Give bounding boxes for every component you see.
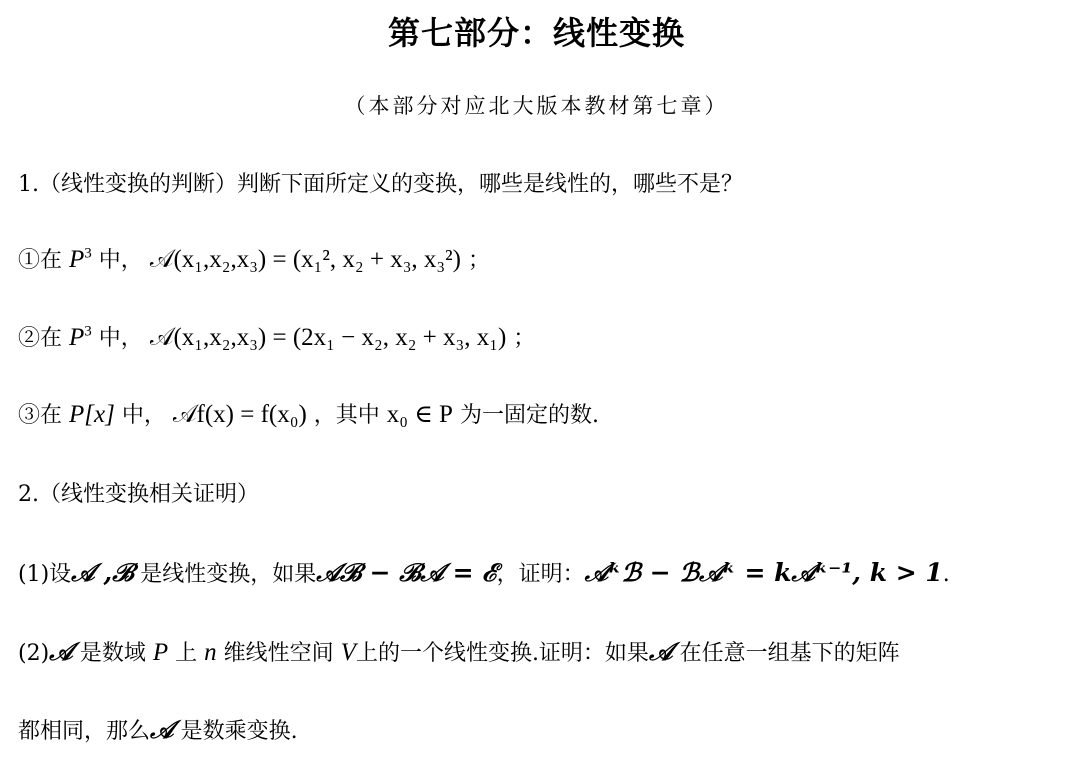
part-text: 在任意一组基下的矩阵 xyxy=(679,641,900,666)
space-symbol: V xyxy=(340,639,356,666)
part-end: . xyxy=(942,562,950,587)
page-subtitle: （本部分对应北大版本教材第七章） xyxy=(344,94,729,118)
space-symbol: $P^3$ xyxy=(69,245,92,273)
item-prefix: ①在 xyxy=(18,248,63,273)
question-1-header: 1.（线性变换的判断）判断下面所定义的变换，哪些是线性的，哪些不是？ xyxy=(18,172,743,197)
question-2-part-2-line-2 xyxy=(18,715,1061,747)
part-label: (2) xyxy=(18,641,50,666)
part-text: 上的一个线性变换.证明：如果 xyxy=(355,641,649,666)
question-2-part-1 xyxy=(18,558,1061,590)
formula: 𝒜(x₁,x₂,x₃) = (2x₁ − x₂, x₂ + x₃, x₁) xyxy=(149,324,507,351)
operator-symbol: 𝒜 xyxy=(150,715,174,744)
question-2-part-2-line-1 xyxy=(18,637,1061,669)
part-text: 是数乘变换. xyxy=(180,719,298,744)
question-2-header: 2.（线性变换相关证明） xyxy=(18,482,259,507)
hypothesis-formula: 𝒜ℬ − ℬ𝒜 = ℰ xyxy=(316,558,497,587)
question-1-item-3 xyxy=(18,400,1061,431)
tail-formula: x₀ ∈ P xyxy=(386,401,453,428)
conclusion-formula: 𝒜ᵏℬ − ℬ𝒜ᵏ = k𝒜ᵏ⁻¹, k > 1 xyxy=(584,558,943,587)
operator-symbol: 𝒜 xyxy=(49,637,73,666)
part-text: 上 xyxy=(175,641,198,666)
item-end: ； xyxy=(467,248,490,273)
part-label: (1)设 xyxy=(18,562,72,587)
item-prefix: ③在 xyxy=(18,403,63,428)
item-end: 为一固定的数. xyxy=(459,403,599,428)
space-symbol: P[x] xyxy=(69,401,115,428)
part-text: ，证明： xyxy=(496,562,585,587)
item-mid: 中， xyxy=(98,326,143,351)
part-text: 都相同，那么 xyxy=(18,719,151,744)
operator-symbol: 𝒜 xyxy=(648,637,673,666)
part-text: 是数域 xyxy=(79,641,146,666)
formula: 𝒜(x₁,x₂,x₃) = (x₁², x₂ + x₃, x₃²) xyxy=(149,246,461,273)
item-mid: 中， xyxy=(121,403,166,428)
dimension-symbol: n xyxy=(204,639,217,666)
part-text: 维线性空间 xyxy=(223,641,334,666)
question-1-item-2 xyxy=(18,323,1061,354)
page-title: 第七部分：线性变换 xyxy=(387,14,685,52)
item-prefix: ②在 xyxy=(18,326,63,351)
space-symbol: $P^3$ xyxy=(69,323,92,351)
question-1-item-1 xyxy=(18,245,1061,276)
item-end: ； xyxy=(513,326,536,351)
formula: 𝒜f(x) = f(x₀) xyxy=(172,401,307,428)
part-text: 是线性变换，如果 xyxy=(140,562,317,587)
item-tail: ，其中 xyxy=(313,403,380,428)
field-symbol: P xyxy=(152,639,169,666)
item-mid: 中， xyxy=(98,248,143,273)
operator-symbols: 𝒜 ,ℬ xyxy=(71,558,134,587)
